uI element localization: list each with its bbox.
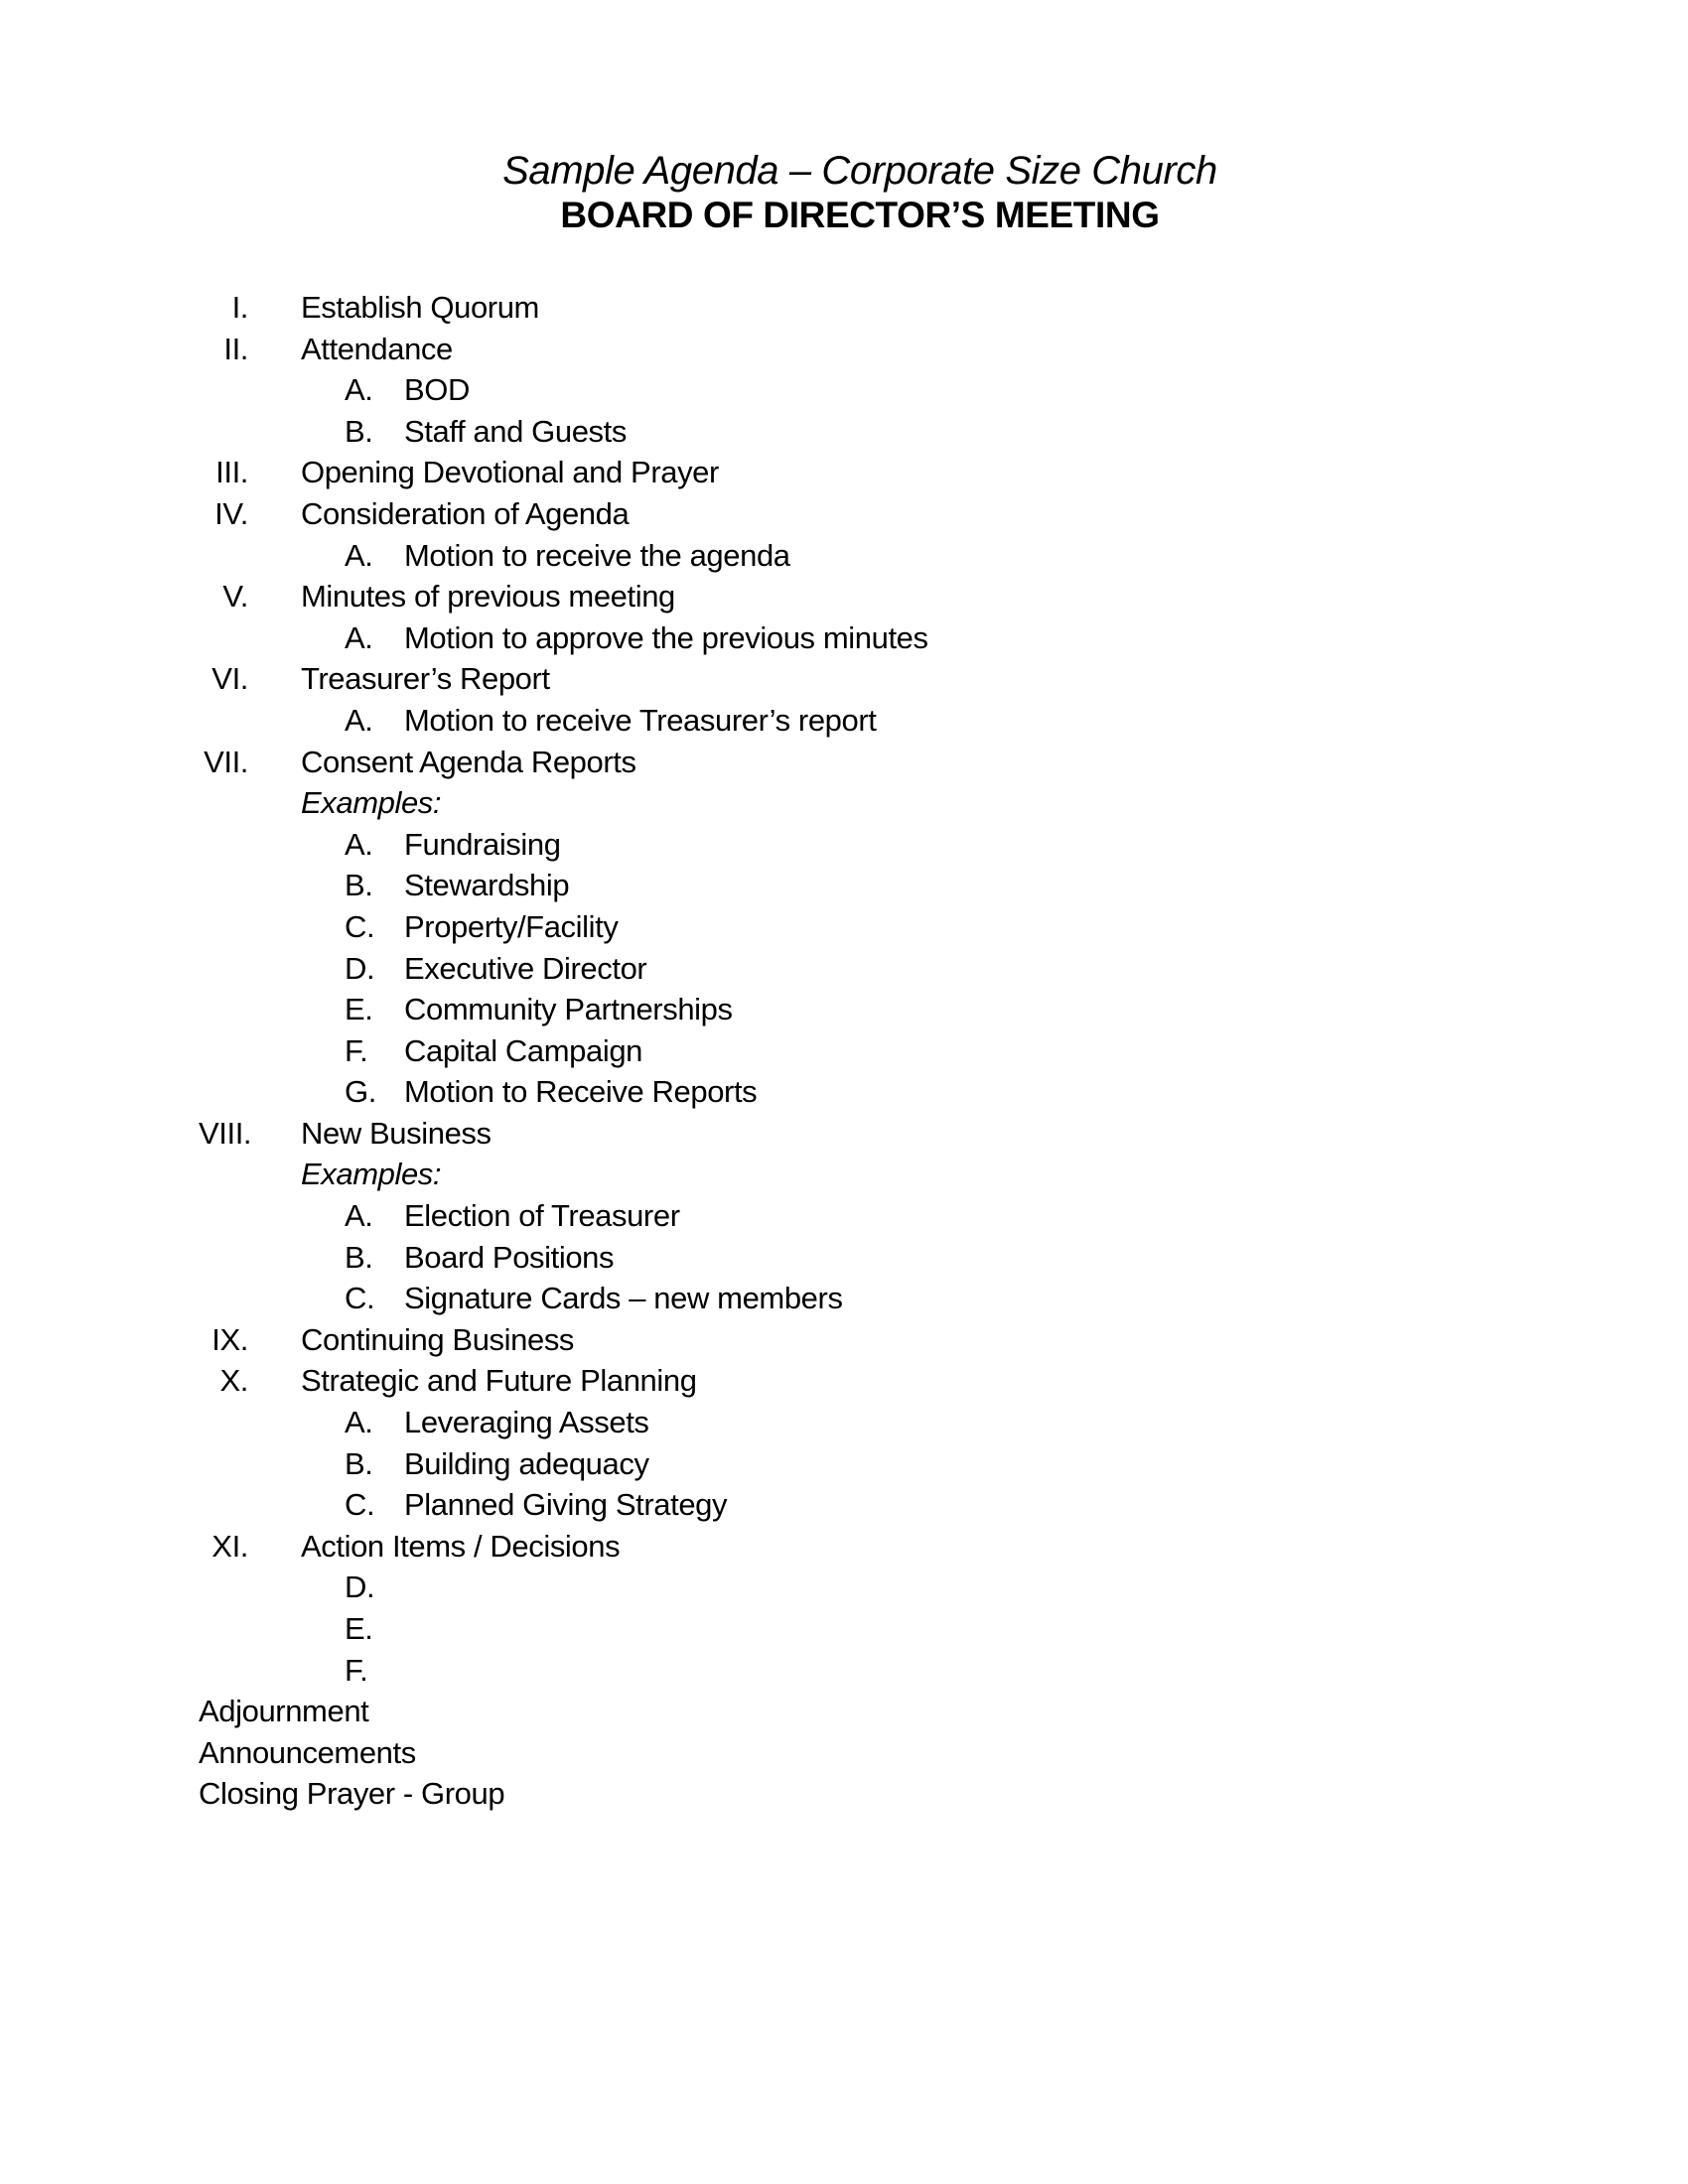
agenda-item-row xyxy=(199,1608,1688,1650)
section-note: Examples: xyxy=(301,1157,442,1192)
agenda-item-row xyxy=(199,948,1688,990)
agenda-section-row xyxy=(199,576,1688,617)
closing-line-text: Announcements xyxy=(199,1734,416,1770)
document-subtitle: BOARD OF DIRECTOR’S MEETING xyxy=(560,195,1160,235)
item-letter: F. xyxy=(345,1652,368,1688)
item-letter: D. xyxy=(345,950,375,986)
item-letter: B. xyxy=(345,868,373,903)
item-text: Motion to receive the agenda xyxy=(404,537,790,573)
section-numeral: VIII. xyxy=(199,1115,252,1151)
item-text: Community Partnerships xyxy=(404,992,733,1027)
section-numeral: IV. xyxy=(214,495,248,531)
item-letter: A. xyxy=(345,1198,373,1234)
agenda-section-row xyxy=(199,742,1688,783)
item-text: Stewardship xyxy=(404,868,570,903)
section-note: Examples: xyxy=(301,785,442,821)
agenda-section-row xyxy=(199,329,1688,370)
section-numeral: VI. xyxy=(211,661,248,697)
agenda-section-row xyxy=(199,1113,1688,1155)
section-numeral: XI. xyxy=(211,1528,248,1564)
document-title: Sample Agenda – Corporate Size Church xyxy=(502,149,1217,193)
section-title: Treasurer’s Report xyxy=(301,661,550,697)
item-text: Election of Treasurer xyxy=(404,1198,680,1234)
section-numeral: VII. xyxy=(204,744,248,779)
item-text: Board Positions xyxy=(404,1239,615,1275)
agenda-section-row xyxy=(199,1360,1688,1402)
section-numeral: IX. xyxy=(211,1321,248,1357)
item-text: Motion to Receive Reports xyxy=(404,1074,758,1110)
item-letter: A. xyxy=(345,537,373,573)
item-letter: A. xyxy=(345,619,373,655)
item-text: Planned Giving Strategy xyxy=(404,1487,728,1523)
agenda-item-row xyxy=(199,1237,1688,1279)
item-text: Motion to receive Treasurer’s report xyxy=(404,702,877,738)
section-numeral: III. xyxy=(215,455,248,490)
item-letter: A. xyxy=(345,372,373,408)
agenda-item-row xyxy=(199,824,1688,866)
closing-line-row xyxy=(199,1732,1688,1774)
agenda-item-row xyxy=(199,700,1688,742)
section-title: Attendance xyxy=(301,331,453,366)
section-title: Consent Agenda Reports xyxy=(301,744,636,779)
agenda-section-row xyxy=(199,287,1688,329)
agenda-item-row xyxy=(199,1402,1688,1443)
item-text: Signature Cards – new members xyxy=(404,1281,843,1316)
agenda-item-row xyxy=(199,1030,1688,1072)
agenda-section-row xyxy=(199,658,1688,700)
section-title: Action Items / Decisions xyxy=(301,1528,621,1564)
item-letter: C. xyxy=(345,1281,375,1316)
item-letter: C. xyxy=(345,1487,375,1523)
agenda-item-row xyxy=(199,1567,1688,1608)
item-text: Fundraising xyxy=(404,826,561,862)
agenda-item-row xyxy=(199,1195,1688,1237)
item-letter: G. xyxy=(345,1074,376,1110)
item-letter: B. xyxy=(345,1239,373,1275)
agenda-item-row xyxy=(199,1443,1688,1485)
item-text: BOD xyxy=(404,372,470,408)
section-title: Strategic and Future Planning xyxy=(301,1363,697,1399)
item-letter: A. xyxy=(345,1405,373,1440)
section-numeral: V. xyxy=(222,579,248,614)
agenda-item-row xyxy=(199,411,1688,453)
agenda-item-row xyxy=(199,617,1688,659)
section-title: New Business xyxy=(301,1115,492,1151)
section-title: Establish Quorum xyxy=(301,290,539,325)
item-text: Motion to approve the previous minutes xyxy=(404,619,928,655)
agenda-item-row xyxy=(199,1484,1688,1526)
title-block xyxy=(0,0,1688,238)
item-letter: D. xyxy=(345,1570,375,1605)
agenda-section-row xyxy=(199,493,1688,535)
agenda-item-row xyxy=(199,369,1688,411)
section-numeral: II. xyxy=(223,331,248,366)
item-letter: F. xyxy=(345,1032,368,1068)
agenda-item-row xyxy=(199,906,1688,948)
section-numeral: X. xyxy=(219,1363,248,1399)
agenda-item-row xyxy=(199,989,1688,1030)
agenda-item-row xyxy=(199,535,1688,577)
item-letter: E. xyxy=(345,1611,373,1646)
item-letter: E. xyxy=(345,992,373,1027)
agenda-section-row xyxy=(199,452,1688,493)
agenda-note-row xyxy=(199,782,1688,824)
agenda-section-row xyxy=(199,1319,1688,1361)
item-letter: C. xyxy=(345,908,375,944)
agenda-note-row xyxy=(199,1154,1688,1195)
agenda-item-row xyxy=(199,1650,1688,1692)
item-text: Executive Director xyxy=(404,950,647,986)
closing-line-row xyxy=(199,1773,1688,1815)
closing-line-text: Adjournment xyxy=(199,1694,369,1729)
item-letter: A. xyxy=(345,702,373,738)
section-title: Continuing Business xyxy=(301,1321,575,1357)
section-title: Minutes of previous meeting xyxy=(301,579,675,614)
item-text: Staff and Guests xyxy=(404,413,627,449)
item-letter: B. xyxy=(345,1445,373,1481)
item-text: Capital Campaign xyxy=(404,1032,643,1068)
agenda-item-row xyxy=(199,865,1688,906)
item-letter: A. xyxy=(345,826,373,862)
agenda-list xyxy=(0,287,1688,1815)
agenda-section-row xyxy=(199,1526,1688,1568)
item-text: Property/Facility xyxy=(404,908,619,944)
section-title: Consideration of Agenda xyxy=(301,495,630,531)
item-text: Leveraging Assets xyxy=(404,1405,649,1440)
item-text: Building adequacy xyxy=(404,1445,649,1481)
agenda-item-row xyxy=(199,1278,1688,1319)
section-title: Opening Devotional and Prayer xyxy=(301,455,719,490)
section-numeral: I. xyxy=(231,290,248,325)
agenda-item-row xyxy=(199,1071,1688,1113)
closing-line-row xyxy=(199,1691,1688,1732)
item-letter: B. xyxy=(345,413,373,449)
closing-line-text: Closing Prayer - Group xyxy=(199,1776,505,1812)
